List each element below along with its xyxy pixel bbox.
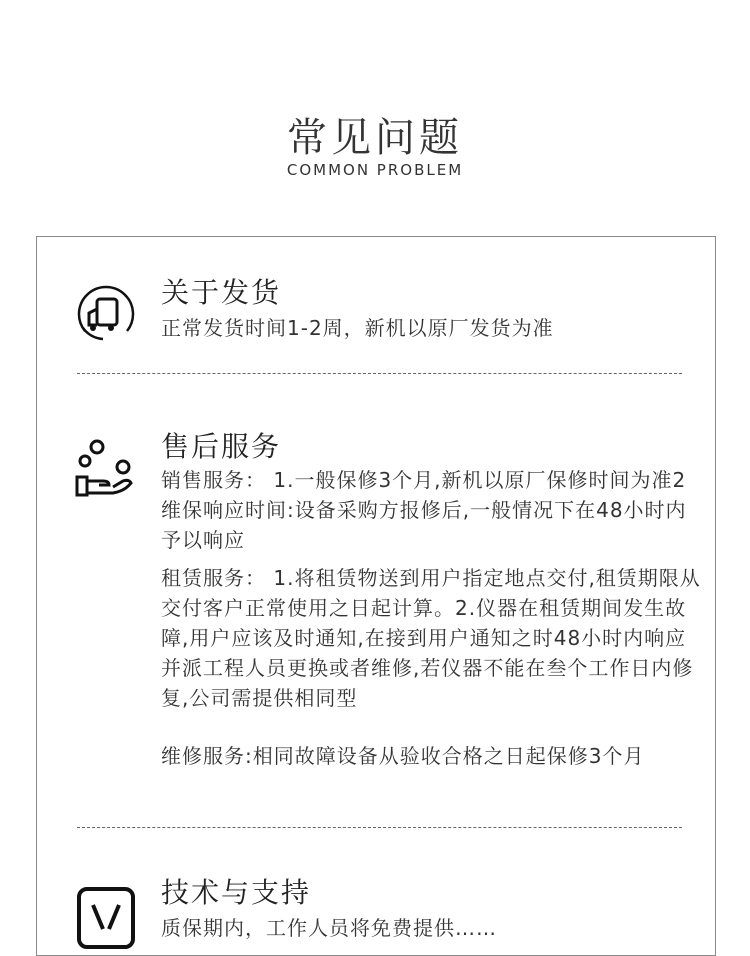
page-title: 常见问题 (287, 115, 463, 161)
section-text: 维修服务:相同故障设备从验收合格之日起保修3个月 (161, 744, 645, 768)
section-title: 技术与支持 (161, 876, 312, 909)
section-text: 租赁服务： 1.将租赁物送到用户指定地点交付,租赁期限从交付客户正常使用之日起计算。2.仪器在租赁期间发生故障,用户应该及时通知,在接到用户通知之时48小时内响应并派工程人员更换或者维修,若仪器不能在叁个工作日内修复,公司需提供相同型 (161, 566, 701, 710)
section-text: 正常发货时间1-2周，新机以原厂发货为准 (161, 316, 554, 340)
page-subtitle: COMMON PROBLEM (286, 161, 464, 179)
faq-card (36, 236, 716, 956)
dashed-divider (77, 373, 682, 374)
truck-circle-icon (73, 279, 139, 345)
section-text: 销售服务： 1.一般保修3个月,新机以原厂保修时间为准2维保响应时间:设备采购方报修后,一般情况下在48小时内予以响应 (161, 468, 687, 552)
hand-service-icon (73, 437, 139, 503)
section-title: 关于发货 (161, 276, 282, 309)
section-title: 售后服务 (161, 430, 282, 463)
dashed-divider (77, 827, 682, 828)
tech-support-icon (73, 885, 139, 951)
section-text: 质保期内，工作人员将免费提供…… (161, 916, 497, 940)
